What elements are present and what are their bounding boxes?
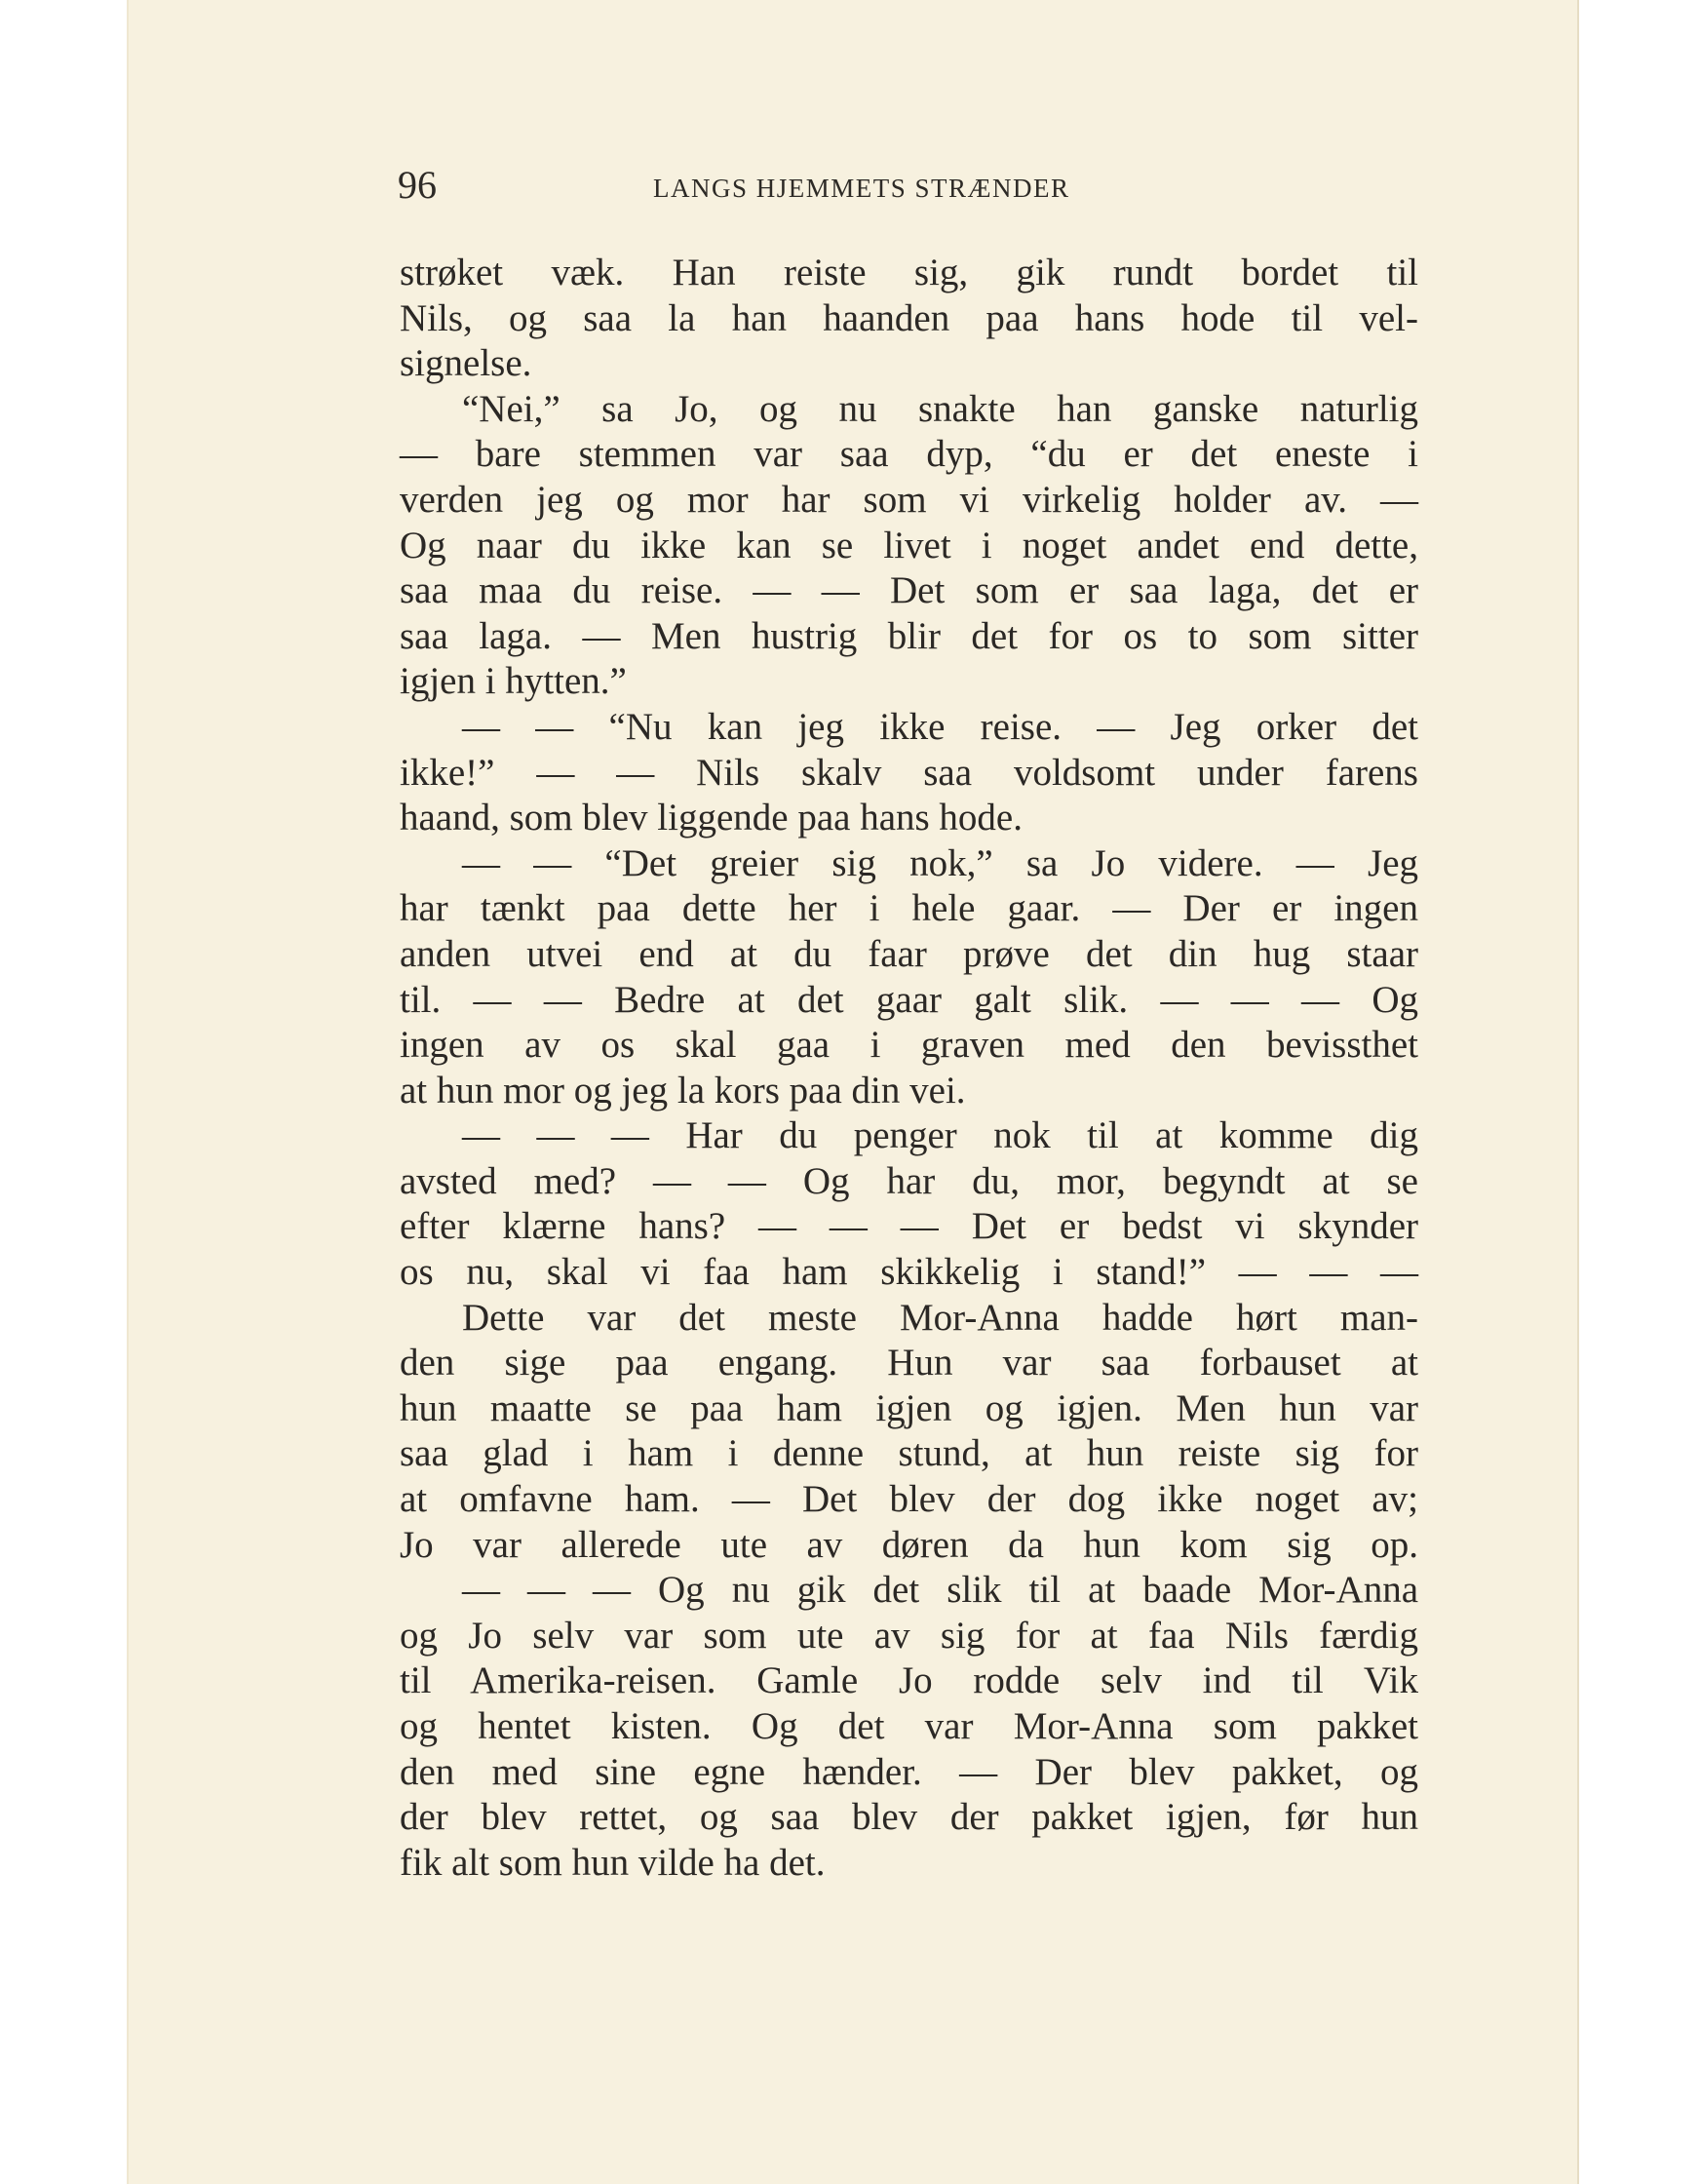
text-line: at hun mor og jeg la kors paa din vei. [400, 1069, 966, 1112]
text-line: — — — Og nu gik det slik til at baade Mor-Anna [462, 1569, 1418, 1612]
text-line: der blev rettet, og saa blev der pakket igjen, før hun [400, 1796, 1418, 1839]
text-line: Jo var allerede ute av døren da hun kom sig op. [400, 1523, 1418, 1566]
text-line: Nils, og saa la han haanden paa hans hode til vel- [400, 296, 1418, 339]
text-line: strøket væk. Han reiste sig, gik rundt bordet til [400, 252, 1418, 293]
body-text [400, 251, 1418, 1886]
text-line: ikke!” — — Nils skalv saa voldsomt under farens [400, 751, 1418, 794]
text-line: igjen i hytten.” [400, 660, 627, 703]
text-line: ingen av os skal gaa i graven med den bevissthet [400, 1024, 1418, 1067]
text-line: — — — Har du penger nok til at komme dig [462, 1114, 1418, 1157]
text-line: saa glad i ham i denne stund, at hun reiste sig for [400, 1432, 1418, 1475]
text-line: at omfavne ham. — Det blev der dog ikke noget av; [400, 1478, 1418, 1521]
text-line: — bare stemmen var saa dyp, “du er det eneste i [400, 433, 1418, 476]
text-line: fik alt som hun vilde ha det. [400, 1841, 826, 1884]
text-line: — — “Det greier sig nok,” sa Jo videre. — Jeg [462, 841, 1418, 884]
page-number: 96 [398, 163, 437, 207]
text-line: “Nei,” sa Jo, og nu snakte han ganske naturlig [462, 387, 1418, 430]
text-line: saa laga. — Men hustrig blir det for os to som sitter [400, 614, 1418, 657]
text-line: har tænkt paa dette her i hele gaar. — Der er ingen [400, 887, 1418, 930]
text-line: avsted med? — — Og har du, mor, begyndt at se [400, 1159, 1418, 1202]
text-line: saa maa du reise. — — Det som er saa laga, det er [400, 569, 1418, 612]
text-line: Dette var det meste Mor-Anna hadde hørt man- [462, 1296, 1418, 1339]
text-line: til. — — Bedre at det gaar galt slik. — — — Og [400, 978, 1418, 1021]
text-line: — — “Nu kan jeg ikke reise. — Jeg orker det [462, 705, 1418, 748]
text-line: Og naar du ikke kan se livet i noget andet end dette, [400, 524, 1418, 566]
text-line: og Jo selv var som ute av sig for at faa Nils færdig [400, 1614, 1418, 1657]
running-head-title: LANGS HJEMMETS STRÆNDER [653, 174, 1070, 203]
text-line: verden jeg og mor har som vi virkelig holder av. — [400, 478, 1418, 521]
text-line: og hentet kisten. Og det var Mor-Anna som pakket [400, 1705, 1418, 1747]
text-line: den sige paa engang. Hun var saa forbauset at [400, 1342, 1418, 1384]
text-line: anden utvei end at du faar prøve det din hug staar [400, 932, 1418, 975]
text-line: til Amerika-reisen. Gamle Jo rodde selv ind til Vik [400, 1659, 1418, 1702]
text-line: den med sine egne hænder. — Der blev pakket, og [400, 1750, 1418, 1793]
text-line: efter klærne hans? — — — Det er bedst vi skynder [400, 1205, 1418, 1248]
text-line: haand, som blev liggende paa hans hode. [400, 797, 1023, 839]
text-line: hun maatte se paa ham igjen og igjen. Men hun var [400, 1386, 1418, 1429]
text-line: signelse. [400, 342, 532, 385]
text-line: os nu, skal vi faa ham skikkelig i stand!” — — — [400, 1251, 1418, 1294]
